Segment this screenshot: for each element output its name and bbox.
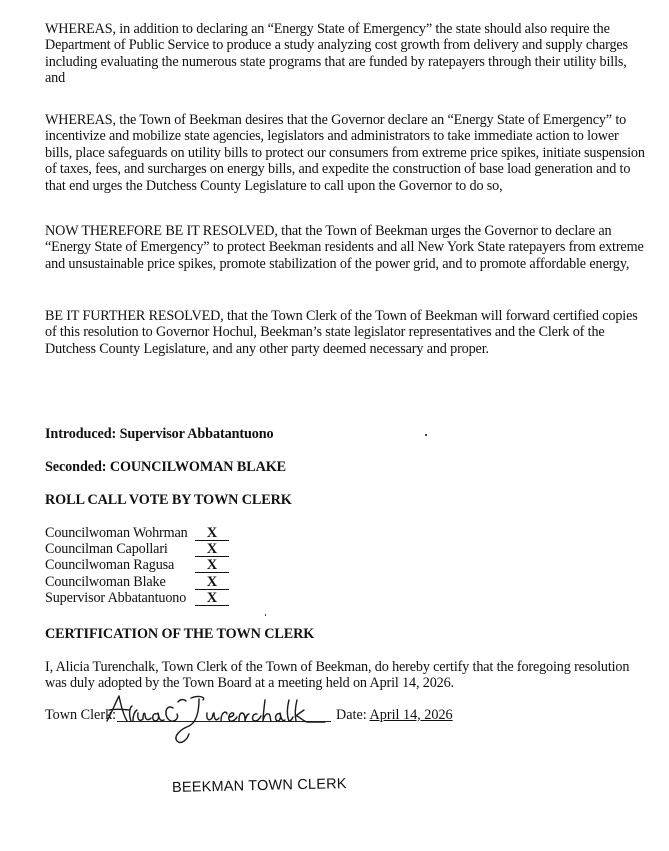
vote-mark: X: [195, 576, 229, 590]
clerk-stamp: BEEKMAN TOWN CLERK: [171, 776, 347, 796]
vote-mark: X: [195, 592, 229, 606]
scan-speck: [425, 434, 427, 436]
vote-row: [45, 525, 229, 541]
voter-name: Councilwoman Blake: [45, 573, 166, 590]
roll-call-heading: ROLL CALL VOTE BY TOWN CLERK: [45, 492, 292, 508]
voter-name: Councilwoman Wohrman: [45, 525, 188, 541]
handwritten-signature: [85, 688, 335, 748]
town-clerk-label-text: Town Clerk:: [45, 707, 117, 723]
whereas-paragraph-1: WHEREAS, in addition to declaring an “Energy State of Emergency” the state should also require the Department of Public Service to produce a study analyzing cost growth from delivery and supply charges including evaluating the numerous state programs that are funded by ratepayers through their utility bills, and: [45, 21, 628, 87]
vote-mark: X: [195, 543, 229, 557]
voter-name: Councilman Capollari: [45, 541, 168, 558]
scan-speck: [265, 614, 266, 616]
certification-text: I, Alicia Turenchalk, Town Clerk of the Town of Beekman, do hereby certify that the foregoing resolution was duly adopted by the Town Board at a meeting held on April 14, 2026.: [45, 659, 630, 692]
vote-mark: X: [195, 559, 229, 573]
roll-call-votes: [45, 525, 229, 606]
vote-row: [45, 590, 229, 606]
date-label: Date:: [336, 707, 367, 723]
vote-row: [45, 541, 229, 557]
certification-heading: CERTIFICATION OF THE TOWN CLERK: [45, 626, 315, 642]
whereas-paragraph-2: WHEREAS, the Town of Beekman desires that the Governor declare an “Energy State of Emergency” to incentivize and mobilize state agencies, legislators and administrators to take immediate action to lower bills, place safeguards on utility bills to protect our consumers from extreme price spikes, initiate suspension of taxes, fees, and surcharges on energy bills, and expedite the construction of base load generation and to that end urges the Dutchess County Legislature to call upon the Governor to do so,: [45, 112, 645, 194]
vote-mark: X: [195, 527, 229, 541]
voter-name: Supervisor Abbatantuono: [45, 589, 187, 606]
date-value: April 14, 2026: [369, 707, 453, 723]
voter-name: Councilwoman Ragusa: [45, 557, 175, 574]
seconded-line: Seconded: COUNCILWOMAN BLAKE: [45, 459, 287, 475]
vote-row: [45, 574, 229, 590]
date-field: [336, 707, 453, 724]
further-resolved-paragraph: BE IT FURTHER RESOLVED, that the Town Clerk of the Town of Beekman will forward certified copies of this resolution to Governor Hochul, Beekman’s state legislator representatives and the Clerk of the Dutchess County Legislature, and any other party deemed necessary and proper.: [45, 308, 638, 357]
introduced-line: Introduced: Supervisor Abbatantuono: [45, 426, 274, 442]
vote-row: [45, 557, 229, 573]
resolved-paragraph: NOW THEREFORE BE IT RESOLVED, that the Town of Beekman urges the Governor to declare an “Energy State of Emergency” to protect Beekman residents and all New York State ratepayers from extreme and unsustainable price spikes, promote stabilization of the power grid, and to promote affordable energy,: [45, 223, 644, 272]
